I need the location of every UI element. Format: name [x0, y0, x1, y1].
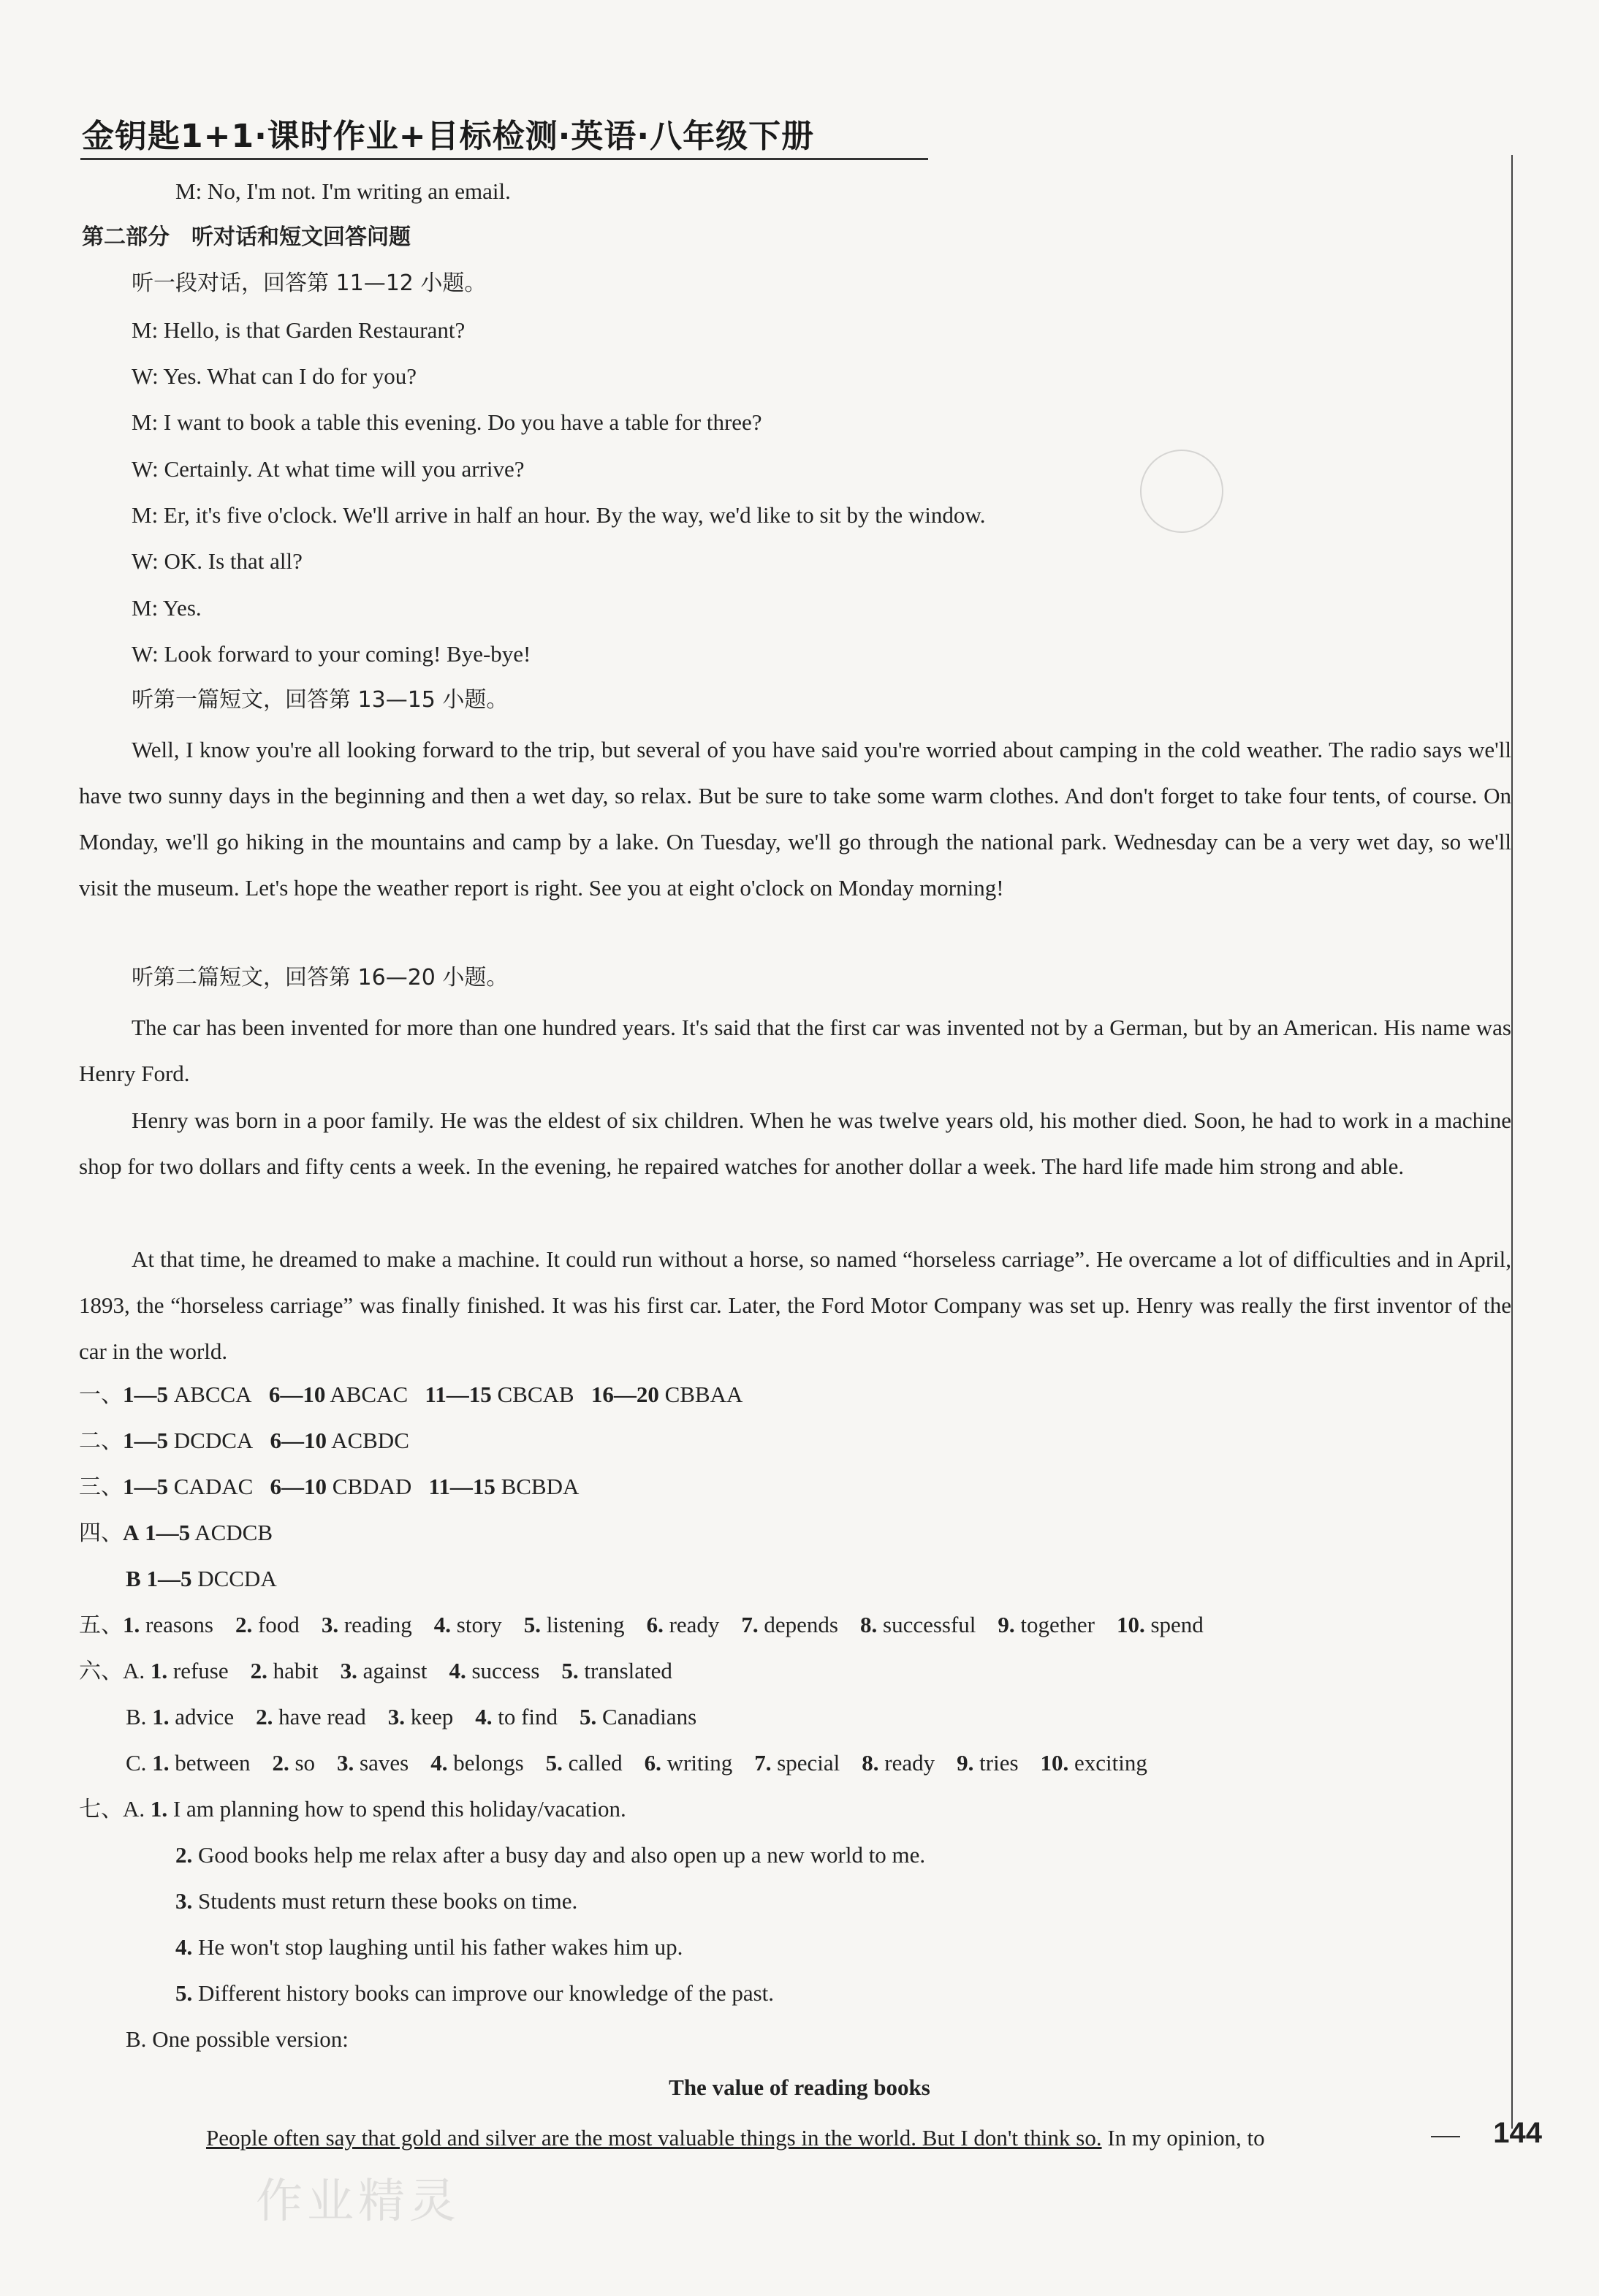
answer-number: 3. [321, 1612, 344, 1637]
answer-word: together [1020, 1612, 1095, 1637]
dialogue-line: W: Look forward to your coming! Bye-bye! [132, 641, 531, 667]
header-rule [80, 158, 928, 160]
essay-title: The value of reading books [669, 2075, 930, 2100]
dialogue-line: M: Er, it's five o'clock. We'll arrive in half an hour. By the way, we'd like to sit by the window. [132, 502, 986, 528]
answer-number: 3. [340, 1658, 363, 1683]
answer-row-3: 三、1—5 CADAC 6—10 CBDAD 11—15 BCBDA [79, 1474, 580, 1500]
dialogue-line: M: Hello, is that Garden Restaurant? [132, 317, 466, 343]
answer-word: against [362, 1658, 428, 1683]
answer-row-4a: 四、A 1—5 ACDCB [79, 1520, 273, 1546]
dialogue-line: W: OK. Is that all? [132, 548, 303, 574]
answer-number: 9. [998, 1612, 1021, 1637]
answer-row-6a: 六、A. 1. refuse 2. habit 3. against 4. success 5. translated [79, 1658, 672, 1684]
answer-word: Canadians [602, 1704, 697, 1729]
answer-number: 6. [644, 1750, 667, 1776]
passage-2-para-1: The car has been invented for more than one hundred years. It's said that the first car was invented not by a German, but by an American. His name was Henry Ford. [79, 1015, 1511, 1086]
answer-number: 9. [957, 1750, 980, 1776]
answer-number: 2. [272, 1750, 295, 1776]
answer-row-2: 二、1—5 DCDCA 6—10 ACBDC [79, 1428, 409, 1454]
answer-number: 4. [449, 1658, 472, 1683]
answer-row-7b-intro: B. One possible version: [126, 2026, 349, 2052]
answer-number: 1. [123, 1612, 145, 1637]
answer-number: 3. [337, 1750, 360, 1776]
answer-number: 4. [433, 1612, 457, 1637]
stamp-mark [1131, 440, 1233, 542]
answer-row-6c: C. 1. between 2. so 3. saves 4. belongs 5. called 6. writing 7. special 8. ready 9. tries 10. exciting [126, 1750, 1147, 1776]
section-heading: 第二部分 听对话和短文回答问题 [82, 224, 411, 250]
answer-number: 2. [256, 1704, 279, 1729]
answer-number: 1. [150, 1658, 173, 1683]
answer-number: 5. [545, 1750, 569, 1776]
answer-number: 1. [152, 1750, 175, 1776]
answer-word: between [175, 1750, 251, 1776]
answer-number: 2. [235, 1612, 258, 1637]
answer-row-4b: B 1—5 DCCDA [126, 1566, 277, 1591]
instruction: 听一段对话，回答第 11—12 小题。 [132, 270, 487, 296]
answer-word: so [295, 1750, 316, 1776]
margin-rule [1511, 155, 1513, 2129]
answer-number: 2. [250, 1658, 273, 1683]
answer-word: successful [883, 1612, 976, 1637]
answer-word: ready [669, 1612, 720, 1637]
answer-number: 5. [523, 1612, 547, 1637]
answer-row-7a-1: 七、A. 1. I am planning how to spend this holiday/vacation. [79, 1796, 626, 1822]
answer-word: saves [360, 1750, 409, 1776]
answer-word: to find [498, 1704, 558, 1729]
answer-number: 10. [1040, 1750, 1075, 1776]
essay-first-line: People often say that gold and silver are the most valuable things in the world. But I don't think so. In my opinion, to [206, 2125, 1265, 2151]
dialogue-line: M: I want to book a table this evening. Do you have a table for three? [132, 409, 762, 435]
answer-word: called [568, 1750, 623, 1776]
answer-word: writing [666, 1750, 733, 1776]
answer-word: food [257, 1612, 300, 1637]
answer-word: reading [343, 1612, 412, 1637]
passage-2-para-3: At that time, he dreamed to make a machine. It could run without a horse, so named “horseless carriage”. He overcame a lot of difficulties and in April, 1893, the “horseless carriage” was finally finished. It was his first car. Later, the Ford Motor Company was set up. Henry was really the first inventor of the car in the world. [79, 1246, 1511, 1364]
answer-word: translated [584, 1658, 672, 1683]
answer-word: advice [175, 1704, 235, 1729]
answer-row-7a-3: 3. Students must return these books on time. [175, 1888, 578, 1914]
answer-word: have read [278, 1704, 366, 1729]
answer-number: 4. [430, 1750, 454, 1776]
dialogue-line: M: Yes. [132, 595, 202, 621]
answer-word: reasons [145, 1612, 213, 1637]
answer-word: listening [546, 1612, 625, 1637]
answer-number: 7. [754, 1750, 778, 1776]
page-number-dash [1431, 2136, 1460, 2137]
answer-row-1: 一、1—5 ABCCA 6—10 ABCAC 11—15 CBCAB 16—20 CBBAA [79, 1382, 743, 1408]
dialogue-line: M: No, I'm not. I'm writing an email. [175, 178, 511, 204]
answer-word: spend [1150, 1612, 1204, 1637]
passage-1: Well, I know you're all looking forward to the trip, but several of you have said you're worried about camping in the cold weather. The radio says we'll have two sunny days in the beginning and then a wet day, so relax. But be sure to take some warm clothes. And don't forget to take four tents, of course. On Monday, we'll go hiking in the mountains and camp by a lake. On Tuesday, we'll go through the national park. Wednesday can be a very wet day, so we'll visit the museum. Let's hope the weather report is right. See you at eight o'clock on Monday morning! [79, 737, 1511, 901]
answer-word: refuse [172, 1658, 229, 1683]
answer-number: 3. [387, 1704, 411, 1729]
answer-word: story [456, 1612, 502, 1637]
answer-word: tries [979, 1750, 1019, 1776]
page-header-title: 金钥匙1+1·课时作业+目标检测·英语·八年级下册 [82, 118, 815, 155]
answer-row-7a-5: 5. Different history books can improve our knowledge of the past. [175, 1980, 775, 2006]
answer-word: keep [410, 1704, 454, 1729]
answer-number: 8. [862, 1750, 885, 1776]
answer-word: habit [273, 1658, 319, 1683]
instruction: 听第二篇短文，回答第 16—20 小题。 [132, 965, 509, 990]
answer-row-7a-2: 2. Good books help me relax after a busy day and also open up a new world to me. [175, 1842, 926, 1868]
answer-word: success [471, 1658, 540, 1683]
answer-word: exciting [1074, 1750, 1147, 1776]
answer-word: ready [884, 1750, 935, 1776]
answer-word: depends [764, 1612, 838, 1637]
answer-number: 5. [561, 1658, 585, 1683]
answer-row-7a-4: 4. He won't stop laughing until his father wakes him up. [175, 1934, 683, 1960]
answer-number: 1. [152, 1704, 175, 1729]
instruction: 听第一篇短文，回答第 13—15 小题。 [132, 687, 509, 713]
answer-number: 5. [580, 1704, 603, 1729]
page-number: 144 [1493, 2117, 1542, 2149]
dialogue-line: W: Certainly. At what time will you arrive? [132, 456, 525, 482]
answer-number: 4. [475, 1704, 498, 1729]
answer-word: belongs [453, 1750, 524, 1776]
dialogue-line: W: Yes. What can I do for you? [132, 363, 417, 389]
answer-number: 6. [646, 1612, 669, 1637]
answer-number: 8. [860, 1612, 883, 1637]
answer-word: special [777, 1750, 840, 1776]
answer-number: 7. [741, 1612, 764, 1637]
answer-row-6b: B. 1. advice 2. have read 3. keep 4. to find 5. Canadians [126, 1704, 697, 1729]
passage-2-para-2: Henry was born in a poor family. He was the eldest of six children. When he was twelve years old, his mother died. Soon, he had to work in a machine shop for two dollars and fifty cents a week. In the evening, he repaired watches for another dollar a week. The hard life made him strong and able. [79, 1107, 1511, 1179]
watermark: 作业精灵 [256, 2175, 460, 2229]
answer-number: 10. [1116, 1612, 1151, 1637]
answer-row-5: 五、1. reasons 2. food 3. reading 4. story 5. listening 6. ready 7. depends 8. successful 9. together 10. spend [79, 1612, 1204, 1638]
